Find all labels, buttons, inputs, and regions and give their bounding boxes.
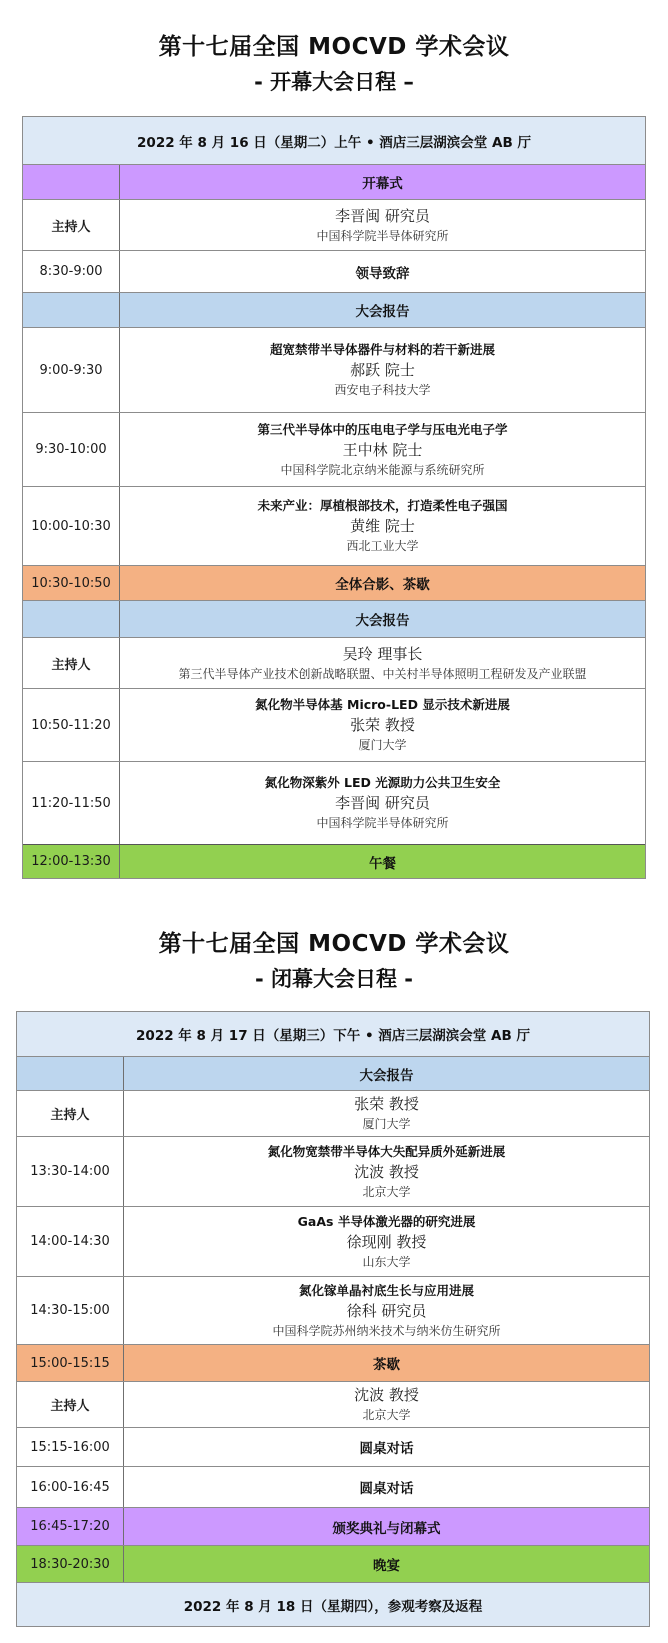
opening-schedule-table xyxy=(22,116,646,879)
opening-subtitle: - 开幕大会日程 – xyxy=(254,70,414,94)
host-label: 主持人 xyxy=(23,638,120,688)
speaker-org: 中国科学院半导体研究所 xyxy=(316,228,449,243)
closing-title: 第十七届全国 MOCVD 学术会议 xyxy=(158,931,510,957)
speaker-name: 李晋闽 研究员 xyxy=(335,794,430,812)
footer-row xyxy=(17,1582,649,1626)
speaker-org: 北京大学 xyxy=(362,1408,411,1422)
speaker-name: 王中林 院士 xyxy=(342,440,423,459)
time-cell: 16:00-16:45 xyxy=(17,1467,124,1507)
break-row xyxy=(23,565,645,600)
speaker-org: 厦门大学 xyxy=(358,738,407,752)
time-cell: 11:20-11:50 xyxy=(23,762,120,844)
meal-label: 午餐 xyxy=(369,855,396,872)
speaker-org: 山东大学 xyxy=(362,1254,411,1269)
time-cell xyxy=(23,165,120,199)
speaker-org: 北京大学 xyxy=(362,1184,411,1199)
speaker-org: 中国科学院苏州纳米技术与纳米仿生研究所 xyxy=(272,1323,501,1338)
speaker-name: 沈波 教授 xyxy=(354,1386,419,1404)
time-cell: 9:00-9:30 xyxy=(23,328,120,412)
item-label: 圆桌对话 xyxy=(359,1481,414,1497)
time-cell: 16:45-17:20 xyxy=(17,1508,124,1545)
time-cell: 10:50-11:20 xyxy=(23,689,120,761)
date-venue-header xyxy=(17,1012,649,1056)
time-cell xyxy=(23,601,120,637)
speaker-org: 第三代半导体产业技术创新战略联盟、中关村半导体照明工程研发及产业联盟 xyxy=(178,666,587,681)
talk-row xyxy=(17,1276,649,1344)
schedule-row xyxy=(17,1466,649,1507)
meal-row xyxy=(23,844,645,878)
dinner-label: 晚宴 xyxy=(373,1558,400,1574)
opening-title: 第十七届全国 MOCVD 学术会议 xyxy=(158,34,510,60)
speaker-name: 黄维 院士 xyxy=(350,517,415,535)
talk-row xyxy=(17,1136,649,1206)
speaker-name: 徐现刚 教授 xyxy=(346,1232,427,1251)
talk-row xyxy=(23,761,645,844)
speaker-org: 厦门大学 xyxy=(362,1117,411,1131)
speaker-name: 吴玲 理事长 xyxy=(342,644,423,663)
break-label: 全体合影、茶歇 xyxy=(335,577,430,593)
speaker-org: 西北工业大学 xyxy=(346,539,419,553)
time-cell xyxy=(17,1057,124,1090)
talk-row xyxy=(23,327,645,412)
speaker-name: 沈波 教授 xyxy=(354,1162,419,1181)
item-label: 圆桌对话 xyxy=(359,1441,414,1457)
talk-topic: 未来产业：厚植根部技术，打造柔性电子强国 xyxy=(257,498,508,513)
time-cell xyxy=(23,293,120,327)
talk-row xyxy=(23,688,645,761)
time-cell: 12:00-13:30 xyxy=(23,845,120,878)
section-label: 开幕式 xyxy=(362,176,403,192)
closing-schedule-table xyxy=(16,1011,650,1627)
dinner-row xyxy=(17,1545,649,1582)
footer-text: 2022 年 8 月 18 日（星期四），参观考察及返程 xyxy=(183,1598,483,1615)
speaker-org: 中国科学院北京纳米能源与系统研究所 xyxy=(280,462,485,477)
schedule-row xyxy=(17,1427,649,1466)
time-cell: 15:00-15:15 xyxy=(17,1345,124,1381)
time-cell: 14:00-14:30 xyxy=(17,1207,124,1276)
talk-row xyxy=(23,486,645,565)
section-label: 大会报告 xyxy=(355,304,410,320)
date-venue-header xyxy=(23,117,645,164)
time-cell: 10:00-10:30 xyxy=(23,487,120,565)
ceremony-label: 颁奖典礼与闭幕式 xyxy=(332,1520,441,1537)
date-venue-text: 2022 年 8 月 16 日（星期二）上午 • 酒店三层湖滨会堂 AB 厅 xyxy=(137,134,531,151)
talk-topic: 氮化镓单晶衬底生长与应用进展 xyxy=(298,1282,474,1298)
speaker-org: 中国科学院半导体研究所 xyxy=(316,816,449,830)
closing-subtitle: - 闭幕大会日程 - xyxy=(254,967,414,991)
item-label: 领导致辞 xyxy=(355,265,410,282)
speaker-name: 徐科 研究员 xyxy=(346,1301,427,1320)
break-label: 茶歇 xyxy=(373,1357,400,1373)
host-row xyxy=(23,199,645,250)
section-label: 大会报告 xyxy=(355,613,410,629)
time-cell: 8:30-9:00 xyxy=(23,251,120,292)
time-cell: 15:15-16:00 xyxy=(17,1428,124,1466)
talk-topic: 氮化物半导体基 Micro-LED 显示技术新进展 xyxy=(255,697,510,712)
talk-row xyxy=(23,412,645,486)
section-row-plenary xyxy=(23,600,645,637)
time-cell: 18:30-20:30 xyxy=(17,1546,124,1582)
talk-topic: 超宽禁带半导体器件与材料的若干新进展 xyxy=(269,342,495,357)
date-venue-text: 2022 年 8 月 17 日（星期三）下午 • 酒店三层湖滨会堂 AB 厅 xyxy=(136,1028,530,1044)
host-row xyxy=(17,1090,649,1136)
speaker-name: 张荣 教授 xyxy=(350,716,415,734)
speaker-org: 西安电子科技大学 xyxy=(334,383,431,397)
time-cell: 10:30-10:50 xyxy=(23,566,120,600)
ceremony-row xyxy=(17,1507,649,1545)
speaker-name: 张荣 教授 xyxy=(354,1095,419,1113)
host-label: 主持人 xyxy=(17,1091,124,1136)
host-row xyxy=(17,1381,649,1427)
host-label: 主持人 xyxy=(23,200,120,250)
speaker-name: 李晋闽 研究员 xyxy=(335,206,430,225)
speaker-name: 郝跃 院士 xyxy=(350,361,415,379)
break-row xyxy=(17,1344,649,1381)
talk-row xyxy=(17,1206,649,1276)
time-cell: 14:30-15:00 xyxy=(17,1277,124,1344)
section-row-plenary xyxy=(17,1056,649,1090)
schedule-row xyxy=(23,250,645,292)
talk-topic: GaAs 半导体激光器的研究进展 xyxy=(297,1213,476,1229)
time-cell: 9:30-10:00 xyxy=(23,413,120,486)
section-row-plenary xyxy=(23,292,645,327)
time-cell: 13:30-14:00 xyxy=(17,1137,124,1206)
host-label: 主持人 xyxy=(17,1382,124,1427)
talk-topic: 氮化物宽禁带半导体大失配异质外延新进展 xyxy=(267,1143,506,1159)
talk-topic: 第三代半导体中的压电电子学与压电光电子学 xyxy=(257,421,508,437)
talk-topic: 氮化物深紫外 LED 光源助力公共卫生安全 xyxy=(264,775,501,790)
section-label: 大会报告 xyxy=(359,1067,414,1084)
section-row-opening-ceremony xyxy=(23,164,645,199)
host-row xyxy=(23,637,645,688)
